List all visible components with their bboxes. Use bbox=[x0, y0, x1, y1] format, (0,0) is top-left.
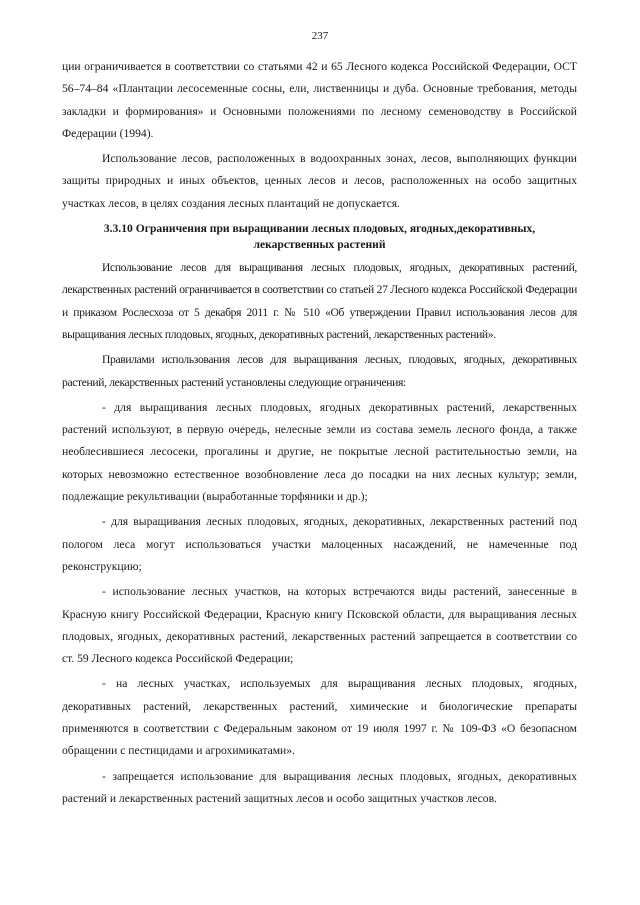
paragraph-protective-forests: Использование лесов, расположенных в водоохранных зонах, лесов, выполняющих функции защиты природных и иных объектов, ценных лесов и лесов, расположенных на особо защитных участках лесов, в целях создания лесных плантаций не допускается. bbox=[62, 152, 577, 210]
document-body bbox=[62, 56, 577, 810]
list-item-prohibition: - запрещается использование для выращивания лесных плодовых, ягодных, декоративных растений и лекарственных растений защитных лесов и особо защитных участков лесов. bbox=[62, 769, 577, 805]
list-item-red-book: - использование лесных участков, на которых встречаются виды растений, занесенные в Красную книгу Российской Федерации, Красную книгу Псковской области, для выращивания лесных плодовых, ягодных, декоративных растений, лекарственных растений запрещается в соответствии со ст. 59 Лесного кодекса Российской Федерации; bbox=[62, 585, 577, 666]
list-item-low-value-stands: - для выращивания лесных плодовых, ягодных, декоративных, лекарственных растений под пологом леса могут использоваться участки малоценных насаждений, не намеченные под реконструкцию; bbox=[62, 515, 577, 573]
list-item-chemicals: - на лесных участках, используемых для выращивания лесных плодовых, ягодных, декоративных растений, лекарственных растений, химические и биологические препараты применяются в соответствии с Федеральным законом от 19 июля 1997 г. № 109-ФЗ «О безопасном обращении с пестицидами и агрохимикатами». bbox=[62, 677, 577, 758]
paragraph-legal-basis: Использование лесов для выращивания лесных плодовых, ягодных, декоративных растений, лекарственных растений ограничивается в соответствии со статьей 27 Лесного кодекса Российской Федерации и приказом Рослесхоза от 5 декабря 2011 г. № 510 «Об утверждении Правил использования лесов для выращивания лесных плодовых, ягодных, декоративных растений, лекарственных растений». bbox=[62, 261, 577, 341]
page-number: 237 bbox=[311, 30, 329, 42]
section-heading-line2: лекарственных растений bbox=[253, 238, 386, 252]
section-heading bbox=[62, 221, 577, 253]
paragraph-continuation: ции ограничивается в соответствии со статьями 42 и 65 Лесного кодекса Российской Федерации, ОСТ 56–74–84 «Плантации лесосеменные сосны, ели, лиственницы и дуба. Основные требования, методы закладки и формирования» и Основными положениями по лесному семеноводству в Российской Федерации (1994). bbox=[62, 60, 577, 140]
section-heading-line1: 3.3.10 Ограничения при выращивании лесных плодовых, ягодных,декоративных, bbox=[103, 222, 536, 236]
paragraph-rules-intro: Правилами использования лесов для выращивания лесных, плодовых, ягодных, декоративных растений, лекарственных растений установлены следующие ограничения: bbox=[62, 353, 577, 389]
list-item-nonforest-lands: - для выращивания лесных плодовых, ягодных декоративных растений, лекарственных растений используют, в первую очередь, нелесные земли из состава земель лесного фонда, а также необлесившиеся лесосеки, прогалины и другие, не покрытые лесной растительностью земли, на которых невозможно естественное возобновление леса до посадки на них лесных культур; земли, подлежащие рекультивации (выработанные торфяники и др.); bbox=[62, 400, 577, 504]
